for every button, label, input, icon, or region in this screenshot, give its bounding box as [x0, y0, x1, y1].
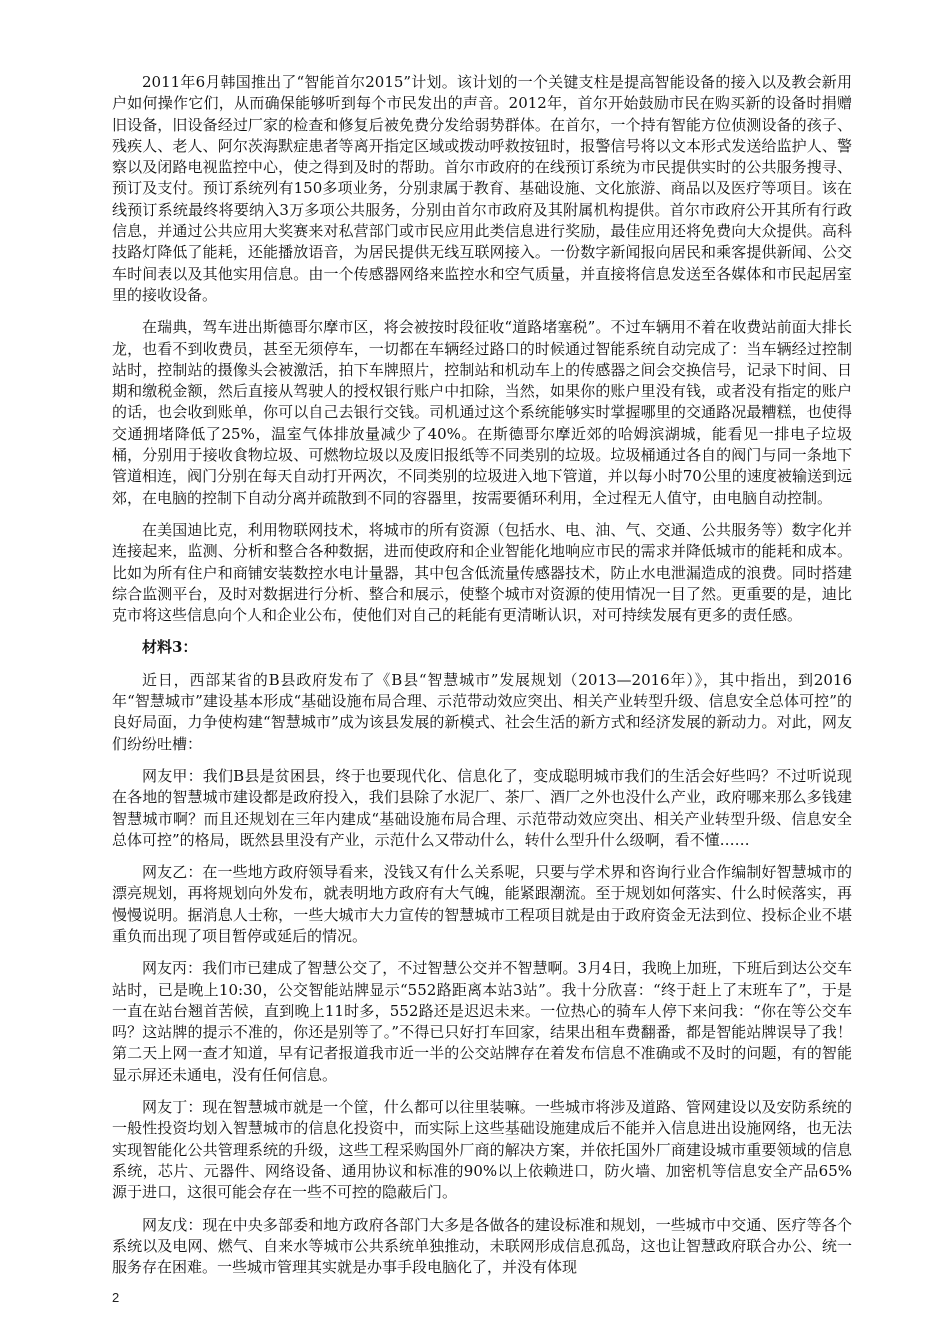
paragraph-netizen-a: 网友甲：我们B县是贫困县，终于也要现代化、信息化了，变成聪明城市我们的生活会好些吗？不过听说现在各地的智慧城市建设都是政府投入，我们县除了水泥厂、茶厂、酒厂之外也没什么产业，政府哪来那么多钱建智慧城市啊？而且还规划在三年内建成“基础设施布局合理、示范带动效应突出、相关产业转型升级、信息安全总体可控”的格局，既然县里没有产业，示范什么又带动什么，转什么型升什么级啊，看不懂……: [112, 766, 852, 849]
paragraph-netizen-d: 网友丁：现在智慧城市就是一个筐，什么都可以往里装嘛。一些城市将涉及道路、管网建设以及安防系统的一般性投资均划入智慧城市的信息化投资中，而实际上这些基础设施建成后不能并入信息进出设施网络，也无法实现智能化公共管理系统的升级，这些工程采购国外厂商的解决方案，并依托国外厂商建设城市重要领域的信息系统，芯片、元器件、网络设备、通用协议和标准的90%以上依赖进口，防火墙、加密机等信息安全产品65%源于进口，这很可能会存在一些不可控的隐蔽后门。: [112, 1098, 852, 1202]
paragraph-netizen-c: 网友丙：我们市已建成了智慧公交了，不过智慧公交并不智慧啊。3月4日，我晚上加班，下班后到达公交车站时，已是晚上10:30，公交智能站牌显示“552路距离本站3站”。我十分欣喜：“终于赶上了末班车了”，于是一直在站台翘首苦候，直到晚上11时多，552路还是迟迟未来。一位热心的骑车人停下来问我：“你在等公交车吗？这站牌的提示不准的，你还是别等了。”不得已只好打车回家，结果出租车费翻番，都是智能站牌误导了我！第二天上网一查才知道，早有记者报道我市近一半的公交站牌存在着发布信息不准确或不及时的问题，有的智能显示屏还未通电，没有任何信息。: [112, 959, 852, 1084]
paragraph-stockholm: 在瑞典，驾车进出斯德哥尔摩市区，将会被按时段征收“道路堵塞税”。不过车辆用不着在收费站前面大排长龙，也看不到收费员，甚至无须停车，一切都在车辆经过路口的时候通过智能系统自动完成了：当车辆经过控制站时，控制站的摄像头会被激活，拍下车牌照片，控制站和机动车上的传感器之间会交换信号，记录下时间、日期和缴税金额，然后直接从驾驶人的授权银行账户中扣除，当然，如果你的账户里没有钱，或者没有指定的账户的话，也会收到账单，你可以自己去银行交钱。司机通过这个系统能够实时掌握哪里的交通路况最糟糕，也使得交通拥堵降低了25%，温室气体排放量减少了40%。在斯德哥尔摩近郊的哈姆滨湖城，能看见一排电子垃圾桶，分别用于接收食物垃圾、可燃物垃圾以及废旧报纸等不同类别的垃圾。垃圾桶通过各自的阀门与同一条地下管道相连，阀门分别在每天自动打开两次，不同类别的垃圾进入地下管道，并以每小时70公里的速度被输送到远郊，在电脑的控制下自动分离并疏散到不同的容器里，按需要循环利用，全过程无人值守，由电脑自动控制。: [112, 318, 852, 507]
paragraph-netizen-e: 网友戊：现在中央多部委和地方政府各部门大多是各做各的建设标准和规划，一些城市中交通、医疗等各个系统以及电网、燃气、自来水等城市公共系统单独推动，未联网形成信息孤岛，这也让智慧政府联合办公、统一服务存在困难。一些城市管理其实就是办事手段电脑化了，并没有体现: [112, 1215, 852, 1277]
page-number: 2: [112, 1290, 120, 1305]
paragraph-netizen-b: 网友乙：在一些地方政府领导看来，没钱又有什么关系呢，只要与学术界和咨询行业合作编制好智慧城市的漂亮规划，再将规划向外发布，就表明地方政府有大气魄，能紧跟潮流。至于规划如何落实、什么时候落实，再慢慢说明。据消息人士称，一些大城市大力宣传的智慧城市工程项目就是由于政府资金无法到位、投标企业不堪重负而出现了项目暂停或延后的情况。: [112, 863, 852, 945]
paragraph-dubuque: 在美国迪比克，利用物联网技术，将城市的所有资源（包括水、电、油、气、交通、公共服务等）数字化并连接起来，监测、分析和整合各种数据，进而使政府和企业智能化地响应市民的需求并降低城市的能耗和成本。比如为所有住户和商铺安装数控水电计量器，其中包含低流量传感器技术，防止水电泄漏造成的浪费。同时搭建综合监测平台，及时对数据进行分析、整合和展示，使整个城市对资源的使用情况一目了然。更重要的是，迪比克市将这些信息向个人和企业公布，使他们对自己的耗能有更清晰认识，对可持续发展有更多的责任感。: [112, 520, 852, 625]
section-heading-material-3: 材料3：: [142, 638, 198, 657]
document-body: [112, 72, 852, 1289]
paragraph-seoul: 2011年6月韩国推出了“智能首尔2015”计划。该计划的一个关键支柱是提高智能设备的接入以及教会新用户如何操作它们，从而确保能够听到每个市民发出的声音。2012年，首尔开始鼓励市民在购买新的设备时捐赠旧设备，旧设备经过厂家的检查和修复后被免费分发给弱势群体。在首尔，一个持有智能方位侦测设备的孩子、残疾人、老人、阿尔茨海默症患者等离开指定区域或拨动呼救按钮时，报警信号将以文本形式发送给监护人、警察以及闭路电视监控中心，使之得到及时的帮助。首尔市政府的在线预订系统为市民提供实时的公共服务搜寻、预订及支付。预订系统列有150多项业务，分别隶属于教育、基础设施、文化旅游、商品以及医疗等项目。该在线预订系统最终将要纳入3万多项公共服务，分别由首尔市政府及其附属机构提供。首尔市政府公开其所有行政信息，并通过公共应用大奖赛来对私营部门或市民应用此类信息进行奖励，最佳应用还将免费向大众提供。高科技路灯降低了能耗，还能播放语音，为居民提供无线互联网接入。一份数字新闻报向居民和乘客提供新闻、公交车时间表以及其他实用信息。由一个传感器网络来监控水和空气质量，并直接将信息发送至各媒体和市民起居室里的接收设备。: [112, 73, 852, 304]
paragraph-b-county-plan: 近日，西部某省的B县政府发布了《B县“智慧城市”发展规划（2013—2016年）》，其中指出，到2016年“智慧城市”建设基本形成“基础设施布局合理、示范带动效应突出、相关产业转型升级、信息安全总体可控”的良好局面，力争使构建“智慧城市”成为该县发展的新模式、社会生活的新方式和经济发展的新动力。对此，网友们纷纷吐槽：: [112, 670, 852, 753]
